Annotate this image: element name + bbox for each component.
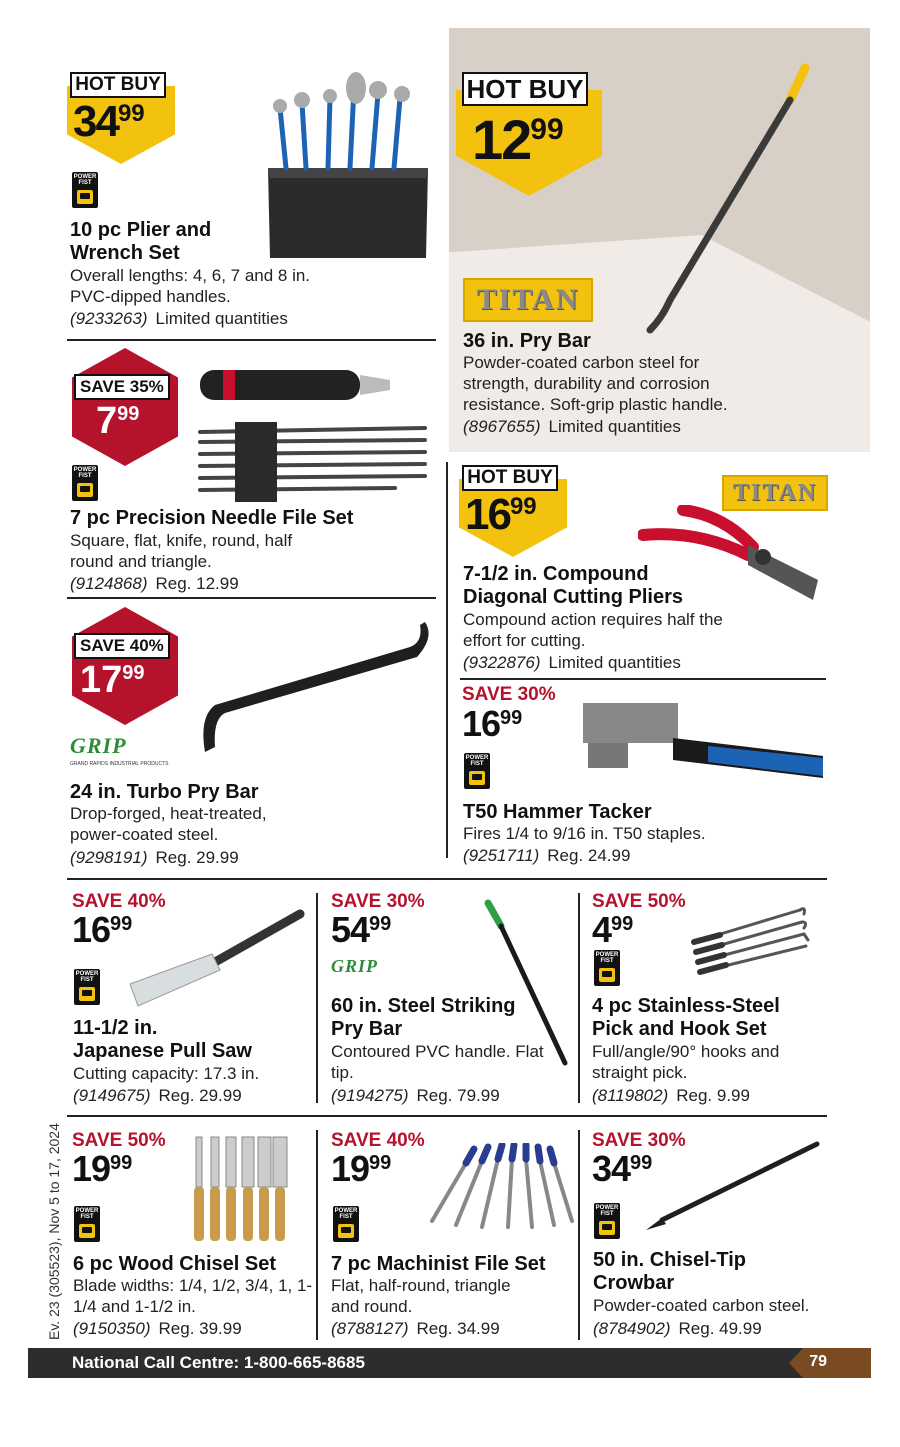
save-label: SAVE 40% <box>331 1130 425 1151</box>
product-title: 24 in. Turbo Pry Bar <box>70 781 259 803</box>
product-title: 4 pc Stainless-Steel Pick and Hook Set <box>592 995 780 1040</box>
hot-buy-badge: HOT BUY 1299 <box>456 72 602 196</box>
product-title: 6 pc Wood Chisel Set <box>73 1253 276 1275</box>
save-label: SAVE 30% <box>592 1130 686 1151</box>
power-fist-logo: POWER FIST <box>74 1206 100 1242</box>
price: 1699 <box>462 703 523 744</box>
product-title: 60 in. Steel Striking Pry Bar <box>331 995 516 1040</box>
product-title: 11-1/2 in. <box>73 1017 158 1039</box>
divider <box>446 462 448 858</box>
product-title: 7-1/2 in. Compound Diagonal Cutting Pliers <box>463 563 684 608</box>
divider <box>316 1130 318 1340</box>
price: 1699 <box>72 909 133 950</box>
product-meta: (9149675) Reg. 29.99 <box>73 1086 242 1105</box>
power-fist-logo: POWER FIST <box>72 465 98 501</box>
product-title: 7 pc Machinist File Set <box>331 1253 546 1275</box>
product-desc: Blade widths: 1/4, 1/2, 3/4, 1, 1-1/4 and 1-1/2 in. <box>73 1276 313 1316</box>
divider <box>578 1130 580 1340</box>
product-desc: Flat, half-round, triangle and round. <box>331 1276 511 1316</box>
grip-logo: GRIP GRAND RAPIDS INDUSTRIAL PRODUCTS <box>70 733 169 767</box>
product-meta: (9194275) Reg. 79.99 <box>331 1086 500 1105</box>
product-desc: Drop-forged, heat-treated, power-coated steel. <box>70 804 267 844</box>
grip-logo: GRIP <box>331 956 379 976</box>
power-fist-logo: POWER FIST <box>594 950 620 986</box>
product-title: 36 in. Pry Bar <box>463 330 591 352</box>
product-meta: (8967655) Limited quantities <box>463 417 681 436</box>
product-title: T50 Hammer Tacker <box>463 801 652 823</box>
save-label: SAVE 50% <box>592 891 686 912</box>
edition-text: Ev. 23 (305523), Nov 5 to 17, 2024 <box>46 1123 62 1340</box>
pull-saw-image <box>128 906 306 1010</box>
page-number: 79 <box>809 1353 827 1370</box>
chisel-set-image <box>188 1133 288 1245</box>
plier-set-image <box>258 68 438 268</box>
save-label: SAVE 50% <box>72 1130 166 1151</box>
product-meta: (9124868) Reg. 12.99 <box>70 574 239 593</box>
save-badge: SAVE 35% 799 <box>72 348 178 466</box>
power-fist-logo: POWER FIST <box>464 753 490 789</box>
divider <box>316 893 318 1103</box>
power-fist-logo: POWER FIST <box>72 172 98 208</box>
page-number-tab <box>789 1348 871 1378</box>
product-desc: Square, flat, knife, round, half round and triangle. <box>70 531 293 571</box>
divider <box>67 1115 827 1117</box>
divider <box>460 678 826 680</box>
price: 499 <box>592 909 634 950</box>
crowbar-image <box>642 1140 822 1235</box>
price: 5499 <box>331 909 392 950</box>
product-desc: Cutting capacity: 17.3 in. <box>73 1064 260 1083</box>
product-desc: Compound action requires half the effort for cutting. <box>463 610 723 650</box>
product-desc: Powder-coated carbon steel. <box>593 1296 810 1315</box>
product-desc: Contoured PVC handle. Flat tip. <box>331 1042 544 1082</box>
hot-buy-badge: HOT BUY 1699 <box>459 465 567 557</box>
power-fist-logo: POWER FIST <box>333 1206 359 1242</box>
save-badge: SAVE 40% 1799 <box>72 607 178 725</box>
product-meta: (9298191) Reg. 29.99 <box>70 848 239 867</box>
hot-buy-badge: HOT BUY 3499 <box>67 72 175 164</box>
product-title: 7 pc Precision Needle File Set <box>70 507 354 529</box>
divider <box>578 893 580 1103</box>
divider <box>67 878 827 880</box>
product-desc: Fires 1/4 to 9/16 in. T50 staples. <box>463 824 706 843</box>
product-meta: (9322876) Limited quantities <box>463 653 681 672</box>
divider <box>67 339 436 341</box>
call-centre-text: National Call Centre: 1-800-665-8685 <box>72 1353 365 1372</box>
price: 1999 <box>72 1148 133 1189</box>
needle-file-image <box>195 360 435 510</box>
product-meta: (9150350) Reg. 39.99 <box>73 1319 242 1338</box>
price: 3499 <box>592 1148 653 1189</box>
product-meta: (9233263) Limited quantities <box>70 309 288 328</box>
footer-bar <box>28 1348 871 1378</box>
machinist-file-set-image <box>426 1143 574 1233</box>
power-fist-logo: POWER FIST <box>74 969 100 1005</box>
turbo-pry-bar-image <box>195 617 435 767</box>
product-meta: (9251711) Reg. 24.99 <box>463 846 631 865</box>
product-desc: Overall lengths: 4, 6, 7 and 8 in. PVC-dipped handles. <box>70 266 311 306</box>
price: 1999 <box>331 1148 392 1189</box>
product-desc: Powder-coated carbon steel for strength, durability and corrosion resistance. Soft-grip plastic handle. <box>463 353 728 414</box>
titan-logo: TITAN <box>722 475 828 511</box>
pick-hook-set-image <box>690 900 812 980</box>
titan-logo: TITAN <box>463 278 593 322</box>
product-desc: Full/angle/90° hooks and straight pick. <box>592 1042 780 1082</box>
product-title: 50 in. Chisel-Tip Crowbar <box>593 1249 746 1294</box>
power-fist-logo: POWER FIST <box>594 1203 620 1239</box>
product-title: Japanese Pull Saw <box>73 1040 252 1062</box>
save-label: SAVE 30% <box>462 684 556 705</box>
product-title: 10 pc Plier and Wrench Set <box>70 219 212 264</box>
save-label: SAVE 40% <box>72 891 166 912</box>
product-meta: (8788127) Reg. 34.99 <box>331 1319 500 1338</box>
product-meta: (8119802) Reg. 9.99 <box>592 1086 750 1105</box>
pry-bar-image <box>640 60 820 340</box>
save-label: SAVE 30% <box>331 891 425 912</box>
product-meta: (8784902) Reg. 49.99 <box>593 1319 762 1338</box>
divider <box>67 597 436 599</box>
hammer-tacker-image <box>578 698 830 788</box>
